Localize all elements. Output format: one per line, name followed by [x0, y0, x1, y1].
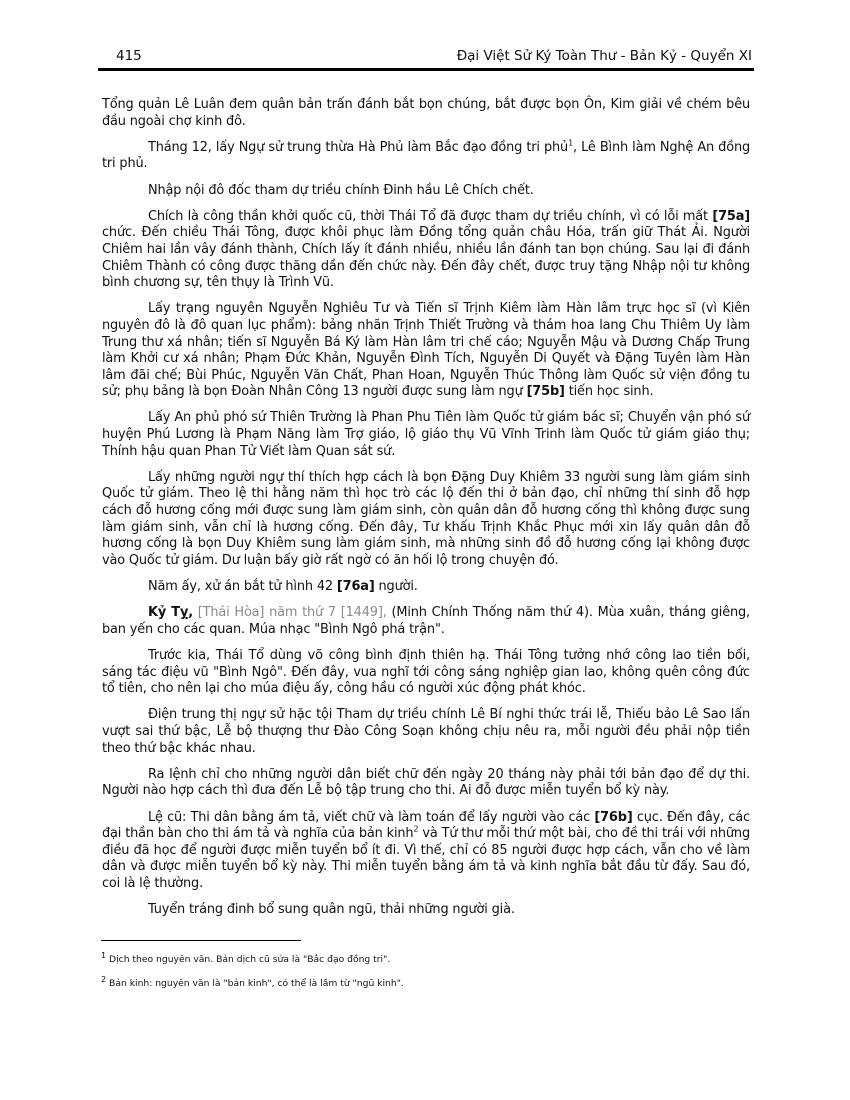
- paragraph-text: , Lê Bình làm Nghệ An đồng tri phủ.: [102, 139, 751, 172]
- footnote-number: 1: [101, 950, 107, 960]
- paragraph-text: Tuyển tráng đinh bổ sung quân ngũ, thải những người già.: [148, 902, 515, 918]
- footnote-text: Dịch theo nguyên văn. Bản dịch cũ sửa là "Bắc đạo đồng tri".: [106, 954, 391, 965]
- paragraph: [102, 767, 750, 800]
- paragraph-text: tiến học sinh.: [564, 384, 654, 400]
- paragraph-text: Lấy trạng nguyên Nguyễn Nghiêu Tư và Tiến sĩ Trịnh Kiêm làm Hàn lâm trực học sĩ (vì Kiên nguyên đô là đô quan lục phẩm): bảng nhãn Trịnh Thiết Trường và thám hoa lang Chu Thiêm Uy làm Trung thư xá nhân; tiến sĩ Nguyễn Bá Ký làm Hàn lâm tri chế cáo; Nguyễn Mậu và Dương Chấp Trung làm Khởi cư xá nhân; Phạm Đức Khản, Nguyễn Đình Tích, Nguyễn Di Quyết và Đặng Tuyên làm Hàn lâm đãi chế; Bùi Phúc, Nguyễn Văn Chất, Phan Hoan, Nguyễn Thúc Thông làm Quốc sử viện đồng tu sử; phụ bảng là bọn Đoàn Nhân Công 13 người được sung làm ngự: [102, 301, 750, 400]
- paragraph-text: và Tứ thư mỗi thứ một bài, cho đề thi trái với những điều đã học để người được miễn tuyển bổ ít đi. Vì thế, chỉ có 85 người được hợp cách, vẫn cho về làm dân và được miễn tuyển bổ kỳ này. Thi miễn tuyển bằng ám tả và kinh nghĩa bắt đầu từ đấy. Sau đó, coi là lệ thường.: [102, 826, 750, 891]
- footnote-ref[interactable]: 1: [568, 138, 574, 148]
- paragraph: [102, 579, 750, 596]
- paragraph-text: Tổng quản Lê Luân đem quân bản trấn đánh bắt bọn chúng, bắt được bọn Ôn, Kim giải về chém bêu đầu ngoài chợ kinh đô.: [102, 97, 750, 129]
- header-rule: [98, 68, 754, 71]
- paragraph-text: Chích là công thần khởi quốc cũ, thời Thái Tổ đã được tham dự triều chính, vì có lỗi mất: [148, 208, 713, 224]
- folio-marker: [76b]: [594, 809, 633, 825]
- paragraph-text: Tháng 12, lấy Ngự sử trung thừa Hà Phủ làm Bắc đạo đồng tri phủ: [148, 139, 569, 155]
- paragraph-text: cục. Đến đây, các đại thần bàn cho thi ám tả và nghĩa của bản kinh: [102, 809, 750, 842]
- footnote: [101, 950, 751, 967]
- folio-marker: [76a]: [336, 579, 375, 594]
- paragraph-text: người.: [374, 579, 418, 594]
- paragraph: [102, 902, 750, 919]
- footnote-text: Bản kinh: nguyên văn là "bản kinh", có thể là lầm từ "ngũ kinh".: [106, 978, 404, 989]
- paragraph: [102, 470, 750, 570]
- folio-marker: [75b]: [526, 384, 565, 400]
- paragraph: [102, 810, 750, 893]
- paragraph: [102, 301, 750, 401]
- page-number: 415: [116, 48, 142, 64]
- paragraph: [102, 605, 750, 638]
- footnote-number: 2: [101, 974, 107, 984]
- footnote-ref[interactable]: 2: [413, 824, 419, 834]
- paragraph-text: Ra lệnh chỉ cho những người dân biết chữ đến ngày 20 tháng này phải tới bản đạo để dự thi. Người nào hợp cách thì đưa đến Lễ bộ tập trung cho thi. Ai đỗ được miễn tuyển bổ kỳ này.: [102, 766, 750, 799]
- paragraph: [102, 410, 750, 460]
- year-heading: Kỷ Tỵ,: [148, 605, 193, 621]
- paragraph: [102, 648, 750, 698]
- era-note: [Thái Hòa] năm thứ 7 [1449],: [192, 605, 387, 621]
- paragraph: [102, 97, 750, 130]
- paragraph-text: Điện trung thị ngự sử hặc tội Tham dự triều chính Lê Bí nghi thức trái lễ, Thiếu bảo Lê Sao lấn vượt sai thứ bậc, Lễ bộ thượng thư Đào Công Soạn không chịu nêu ra, mỗi người đều phải nộp tiền theo thứ bậc khác nhau.: [102, 707, 750, 756]
- paragraph-text: Trước kia, Thái Tổ dùng võ công bình định thiên hạ. Thái Tông tưởng nhớ công lao tiền bối, sáng tác điệu vũ "Bình Ngô". Đến đây, vua nghĩ tới công sáng nghiệp gian lao, không quên công đức tổ tiên, cho nên lại cho múa điệu ấy, công hầu có người xúc động phát khóc.: [102, 647, 750, 697]
- paragraph-text: (Minh Chính Thống năm thứ 4). Mùa xuân, tháng giêng, ban yến cho các quan. Múa nhạc "Bình Ngô phá trận".: [102, 605, 750, 637]
- footnote: [101, 974, 751, 991]
- paragraph-text: Năm ấy, xử án bắt tử hình 42: [148, 579, 337, 594]
- paragraph-text: Lấy những người ngự thí thích hợp cách là bọn Đặng Duy Khiêm 33 người sung làm giám sinh Quốc tử giám. Theo lệ thi hằng năm thì học trò các lộ đến thi ở bản đạo, chỉ những thí sinh đỗ hợp cách đỗ hương cống mới được sung làm giám sinh, còn quân dân đỗ hương cống thì không được sung làm giám sinh, vẫn chỉ là hương cống. Đến đây, Tư khấu Trịnh Khắc Phục mới xin lấy quân dân đỗ hương cống là bọn Duy Khiêm sung làm giám sinh, mà những sinh đồ đỗ hương cống lại không được vào Quốc tử giám. Dư luận bấy giờ rất ngờ có ăn hối lộ trong chuyện đó.: [102, 469, 750, 568]
- paragraph: [102, 140, 750, 173]
- paragraph: [102, 183, 750, 200]
- paragraph-text: Lệ cũ: Thi dân bằng ám tả, viết chữ và làm toán để lấy người vào các: [148, 809, 595, 825]
- paragraph-text: Lấy An phủ phó sứ Thiên Trường là Phan Phu Tiên làm Quốc tử giám bác sĩ; Chuyển vận phó sứ huyện Phú Lương là Phạm Năng làm Trợ giáo, lộ giáo thụ Vũ Vĩnh Trinh làm Quốc tử giám giáo thụ; Thính hậu quan Phan Tử Viết làm Quan sát sứ.: [102, 410, 750, 459]
- footnotes: [101, 950, 751, 1001]
- folio-marker: [75a]: [712, 208, 750, 224]
- body-text: [102, 97, 750, 928]
- paragraph: [102, 209, 750, 292]
- paragraph-text: chức. Đến chiều Thái Tông, được khôi phục làm Đồng tổng quản châu Hóa, trấn giữ Thát Ải. Người Chiêm hai lần vây đánh thành, Chích lấy ít đánh nhiều, nhiều lần đánh tan bọn chúng. Sau lại đi đánh Chiêm Thành có công được thăng dần đến chức này. Đến đây chết, được truy tặng Nhập nội tư không bình chương sự, tên thụy là Trình Vũ.: [102, 225, 750, 291]
- page-header: [98, 48, 754, 68]
- running-title: Đại Việt Sử Ký Toàn Thư - Bản Kỷ - Quyển XI: [456, 48, 752, 64]
- paragraph: [102, 707, 750, 757]
- footnote-rule: [101, 940, 301, 941]
- paragraph-text: Nhập nội đô đốc tham dự triều chính Đinh hầu Lê Chích chết.: [148, 182, 534, 198]
